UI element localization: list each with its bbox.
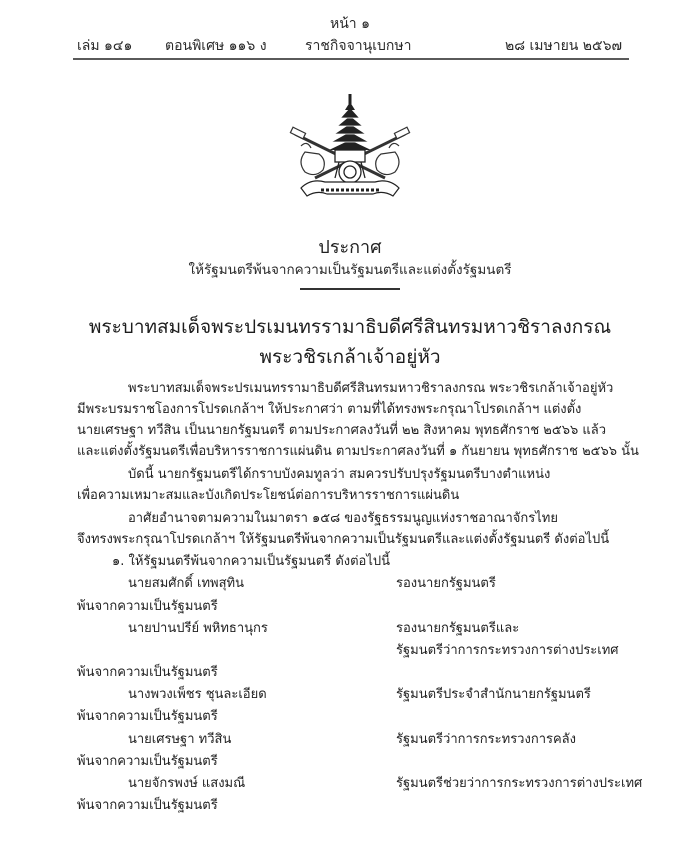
royal-emblem-icon xyxy=(287,92,413,204)
gazette-name: ราชกิจจานุเบกษา xyxy=(305,38,412,54)
minister-name: นางพวงเพ็ชร ชุนละเอียด xyxy=(128,687,267,702)
paragraph-1-line-3: นายเศรษฐา ทวีสิน เป็นนายกรัฐมนตรี ตามประกาศลงวันที่ ๒๒ สิงหาคม พุทธศักราช ๒๕๖๖ แล้ว xyxy=(77,423,607,438)
minister-position: รัฐมนตรีว่าการกระทรวงการคลัง xyxy=(396,732,576,747)
minister-result: พ้นจากความเป็นรัฐมนตรี xyxy=(77,754,218,769)
minister-name: นายเศรษฐา ทวีสิน xyxy=(128,732,232,747)
king-name-line-1: พระบาทสมเด็จพระปรเมนทรรามาธิบดีศรีสินทรมหาวชิราลงกรณ xyxy=(88,316,612,338)
header-rule xyxy=(73,58,629,60)
document-type: ประกาศ xyxy=(318,237,382,258)
minister-result: พ้นจากความเป็นรัฐมนตรี xyxy=(77,665,218,680)
section-number: ตอนพิเศษ ๑๑๖ ง xyxy=(165,38,267,54)
minister-result: พ้นจากความเป็นรัฐมนตรี xyxy=(77,798,218,813)
paragraph-1-line-1: พระบาทสมเด็จพระปรเมนทรรามาธิบดีศรีสินทรมหาวชิราลงกรณ พระวชิรเกล้าเจ้าอยู่หัว xyxy=(128,381,614,396)
king-name-line-2: พระวชิรเกล้าเจ้าอยู่หัว xyxy=(259,346,441,368)
paragraph-3-line-2: จึงทรงพระกรุณาโปรดเกล้าฯ ให้รัฐมนตรีพ้นจากความเป็นรัฐมนตรีและแต่งตั้งรัฐมนตรี ดังต่อไปนี้ xyxy=(77,532,610,547)
minister-position: รัฐมนตรีช่วยว่าการกระทรวงการต่างประเทศ xyxy=(396,776,643,791)
paragraph-2-line-2: เพื่อความเหมาะสมและบังเกิดประโยชน์ต่อการบริหารราชการแผ่นดิน xyxy=(77,488,460,503)
minister-position-line-2: รัฐมนตรีว่าการกระทรวงการต่างประเทศ xyxy=(396,643,619,658)
paragraph-3-line-1: อาศัยอำนาจตามความในมาตรา ๑๕๘ ของรัฐธรรมนูญแห่งราชอาณาจักรไทย xyxy=(128,511,558,526)
minister-name: นายปานปรีย์ พหิทธานุกร xyxy=(128,621,268,636)
title-divider xyxy=(300,288,400,290)
paragraph-1-line-4: และแต่งตั้งรัฐมนตรีเพื่อบริหารราชการแผ่นดิน ตามประกาศลงวันที่ ๑ กันยายน พุทธศักราช ๒๕๖๖ นั้น xyxy=(77,444,639,459)
minister-name: นายสมศักดิ์ เทพสุทิน xyxy=(128,576,244,591)
document-subject: ให้รัฐมนตรีพ้นจากความเป็นรัฐมนตรีและแต่งตั้งรัฐมนตรี xyxy=(188,262,512,278)
paragraph-1-line-2: มีพระบรมราชโองการโปรดเกล้าฯ ให้ประกาศว่า ตามที่ได้ทรงพระกรุณาโปรดเกล้าฯ แต่งตั้ง xyxy=(77,402,582,417)
volume-number: เล่ม ๑๔๑ xyxy=(77,38,133,54)
minister-result: พ้นจากความเป็นรัฐมนตรี xyxy=(77,709,218,724)
section-1-heading: ๑. ให้รัฐมนตรีพ้นจากความเป็นรัฐมนตรี ดังต่อไปนี้ xyxy=(112,554,391,569)
minister-position: รองนายกรัฐมนตรีและ xyxy=(396,621,520,636)
minister-position: รัฐมนตรีประจำสำนักนายกรัฐมนตรี xyxy=(396,687,591,702)
minister-result: พ้นจากความเป็นรัฐมนตรี xyxy=(77,599,218,614)
minister-name: นายจักรพงษ์ แสงมณี xyxy=(128,776,246,791)
page-number: หน้า ๑ xyxy=(330,16,370,32)
minister-position: รองนายกรัฐมนตรี xyxy=(396,576,496,591)
paragraph-2-line-1: บัดนี้ นายกรัฐมนตรีได้กราบบังคมทูลว่า สมควรปรับปรุงรัฐมนตรีบางตำแหน่ง xyxy=(128,467,551,482)
publication-date: ๒๘ เมษายน ๒๕๖๗ xyxy=(505,38,623,54)
